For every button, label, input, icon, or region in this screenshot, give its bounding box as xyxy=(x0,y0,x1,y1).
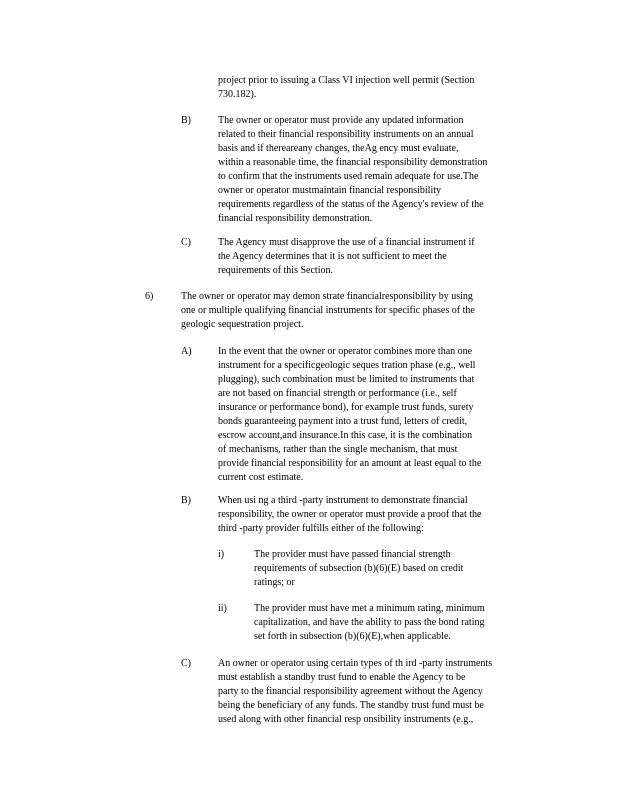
text-line: party to the financial responsibility agreement without the Agency xyxy=(218,686,483,697)
paragraph-b-updated-information xyxy=(218,114,540,226)
text-line: The owner or operator may demon strate financialresponsibility by using xyxy=(181,291,473,302)
text-line: geologic sequestration project. xyxy=(181,319,304,330)
text-line: ratings; or xyxy=(254,577,295,588)
text-line: within a reasonable time, the financial responsibility demonstration xyxy=(218,157,488,168)
text-line: of mechanisms, rather than the single mechanism, that must xyxy=(218,444,458,455)
paragraph-c-standby-trust xyxy=(218,657,540,727)
text-line: are not based on financial strength or performance (i.e., self xyxy=(218,388,457,399)
text-line: responsibility, the owner or operator must provide a proof that the xyxy=(218,509,482,520)
item-label-6: 6) xyxy=(145,291,154,302)
text-line: one or multiple qualifying financial instruments for specific phases of the xyxy=(181,305,475,316)
paragraph-c-agency-disapprove xyxy=(218,236,528,278)
item-label-c: C) xyxy=(181,237,191,248)
paragraph-6-multiple-instruments xyxy=(181,290,536,332)
text-line: must establish a standby trust fund to enable the Agency to be xyxy=(218,672,466,683)
text-line: The provider must have met a minimum rating, minimum xyxy=(254,603,485,614)
paragraph-b-third-party xyxy=(218,494,540,536)
item-label-c-standby-trust: C) xyxy=(181,658,191,669)
text-line: financial responsibility demonstration. xyxy=(218,213,373,224)
paragraph-i-financial-strength xyxy=(254,548,514,590)
text-line: project prior to issuing a Class VI injection well permit (Section xyxy=(218,75,475,86)
paragraph-ii-minimum-rating xyxy=(254,602,532,644)
item-label-a: A) xyxy=(181,346,192,357)
text-line: current cost estimate. xyxy=(218,472,304,483)
paragraph-a-combination xyxy=(218,345,540,485)
item-label-b-third-party: B) xyxy=(181,495,191,506)
text-line: When usi ng a third -party instrument to demonstrate financial xyxy=(218,495,468,506)
text-line: set forth in subsection (b)(6)(E),when applicable. xyxy=(254,631,451,642)
text-line: third -party provider fulfills either of the following: xyxy=(218,523,424,534)
text-line: to confirm that the instruments used remain adequate for use.The xyxy=(218,171,479,182)
text-line: provide financial responsibility for an amount at least equal to the xyxy=(218,458,482,469)
text-line: used along with other financial resp onsibility instruments (e.g., xyxy=(218,714,474,725)
text-line: related to their financial responsibility instruments on an annual xyxy=(218,129,474,140)
text-line: plugging), such combination must be limited to instruments that xyxy=(218,374,475,385)
text-line: An owner or operator using certain types of th ird -party instruments xyxy=(218,658,493,669)
text-line: 730.182). xyxy=(218,89,257,100)
text-line: capitalization, and have the ability to pass the bond rating xyxy=(254,617,485,628)
text-line: basis and if therearеany changes, theAg ency must evaluate, xyxy=(218,143,459,154)
item-label-i: i) xyxy=(218,549,225,560)
text-line: The provider must have passed financial strength xyxy=(254,549,451,560)
text-line: bonds guaranteeing payment into a trust fund, letters of credit, xyxy=(218,416,468,427)
text-line: The owner or operator must provide any updated information xyxy=(218,115,464,126)
paragraph-intro-tail xyxy=(218,74,522,102)
text-line: instrument for a specificgeologic seques tration phase (e.g., well xyxy=(218,360,476,371)
text-line: The Agency must disapprove the use of a financial instrument if xyxy=(218,237,475,248)
text-line: requirements regardless of the status of the Agency's review of the xyxy=(218,199,484,210)
item-label-ii: ii) xyxy=(218,603,227,614)
item-label-b: B) xyxy=(181,115,191,126)
text-line: requirements of this Section. xyxy=(218,265,333,276)
text-line: escrow account,and insurance.In this case, it is the combination xyxy=(218,430,473,441)
text-line: insurance or performance bond), for example trust funds, surety xyxy=(218,402,474,413)
text-line: the Agency determines that it is not sufficient to meet the xyxy=(218,251,447,262)
text-line: In the event that the owner or operator combines more than one xyxy=(218,346,473,357)
text-line: requirements of subsection (b)(6)(E) based on credit xyxy=(254,563,464,574)
text-line: being the beneficiary of any funds. The standby trust fund must be xyxy=(218,700,484,711)
text-line: owner or operator mustmaintain financial responsibility xyxy=(218,185,441,196)
